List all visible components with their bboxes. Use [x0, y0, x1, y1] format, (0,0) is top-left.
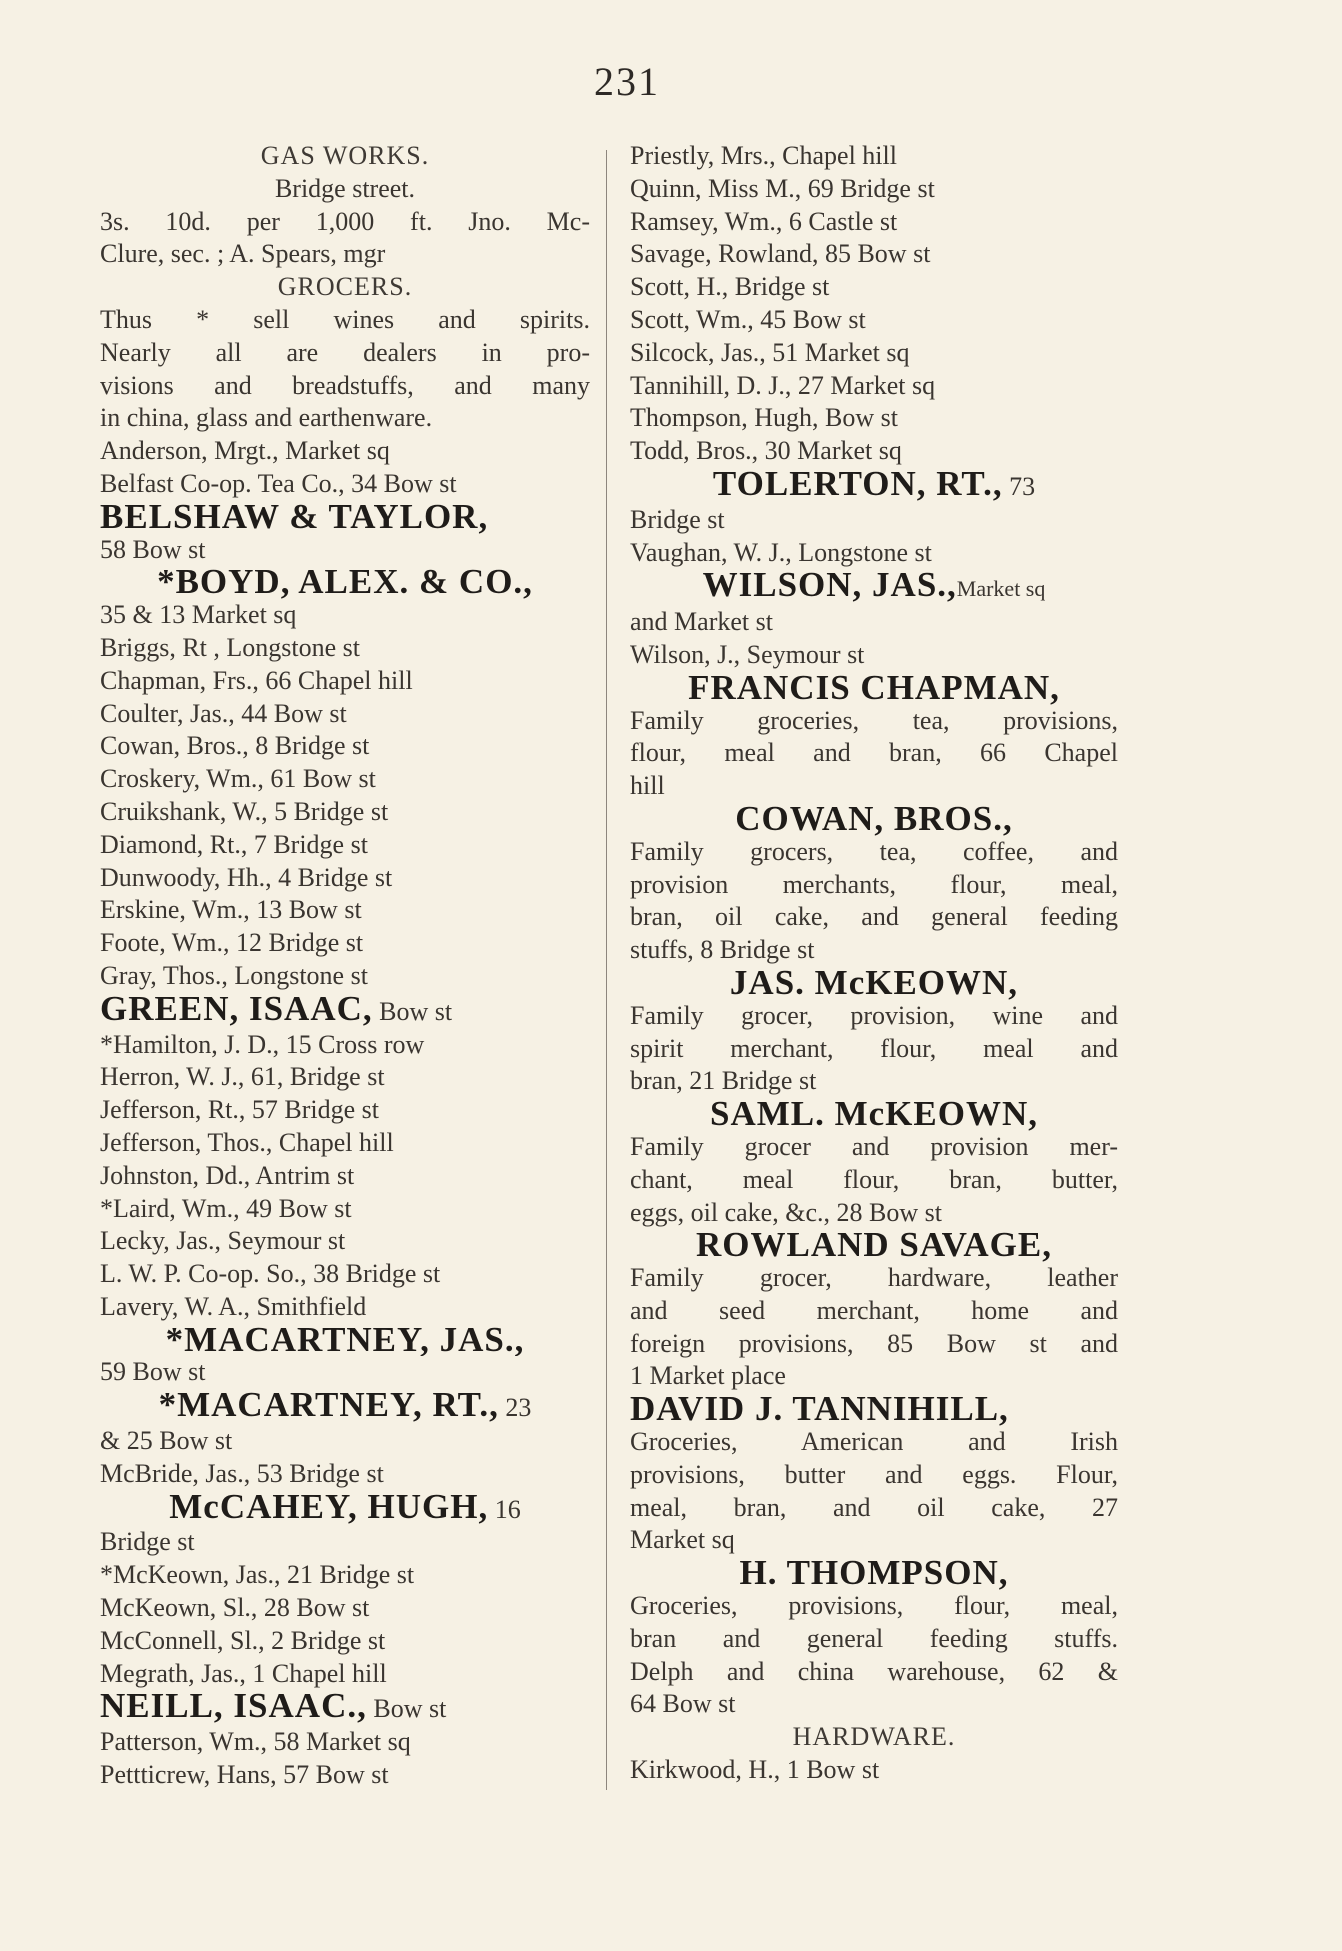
directory-line: Delph and china warehouse, 62 & — [630, 1656, 1118, 1686]
directory-line: *Hamilton, J. D., 15 Cross row — [100, 1029, 425, 1059]
directory-line: McKeown, Sl., 28 Bow st — [100, 1593, 370, 1623]
directory-line: Family groceries, tea, provisions, — [630, 705, 1118, 735]
right-column — [630, 140, 1118, 1787]
entry-name-bold: GREEN, ISAAC, — [100, 992, 373, 1028]
directory-line: visions and breadstuffs, and many — [100, 370, 590, 400]
directory-line: Chapman, Frs., 66 Chapel hill — [100, 665, 413, 695]
advertiser-name: JAS. McKEOWN, — [729, 966, 1019, 1000]
directory-line: Quinn, Miss M., 69 Bridge st — [630, 173, 935, 203]
entry-name-bold: McCAHEY, HUGH, — [169, 1490, 489, 1526]
directory-entry-featured — [100, 1491, 590, 1527]
entry-name-bold: *MACARTNEY, RT., — [158, 1389, 499, 1425]
directory-line: bran, oil cake, and general feeding — [630, 902, 1118, 932]
directory-line: 59 Bow st — [100, 1357, 206, 1387]
directory-line: Savage, Rowland, 85 Bow st — [630, 239, 931, 269]
directory-line: Thus * sell wines and spirits. — [100, 304, 590, 334]
directory-line: McConnell, Sl., 2 Bridge st — [100, 1625, 386, 1655]
directory-line: stuffs, 8 Bridge st — [630, 935, 815, 965]
directory-line: Coulter, Jas., 44 Bow st — [100, 698, 347, 728]
column-divider — [606, 150, 607, 1790]
directory-line: Thompson, Hugh, Bow st — [630, 403, 898, 433]
entry-address: 16 — [488, 1494, 521, 1524]
section-heading: GAS WORKS. — [260, 141, 430, 170]
directory-line: Family grocer, provision, wine and — [630, 1000, 1118, 1030]
directory-line: eggs, oil cake, &c., 28 Bow st — [630, 1197, 942, 1227]
directory-line: 3s. 10d. per 1,000 ft. Jno. Mc- — [100, 206, 590, 236]
directory-line: Silcock, Jas., 51 Market sq — [630, 337, 910, 367]
directory-line: Pettticrew, Hans, 57 Bow st — [100, 1760, 389, 1790]
directory-line: Ramsey, Wm., 6 Castle st — [630, 206, 898, 236]
directory-line: & 25 Bow st — [100, 1426, 233, 1456]
directory-line: meal, bran, and oil cake, 27 — [630, 1492, 1118, 1522]
directory-line: Foote, Wm., 12 Bridge st — [100, 928, 364, 958]
directory-entry-featured — [630, 569, 1118, 606]
directory-line: Bridge street. — [274, 173, 416, 203]
advertiser-name: DAVID J. TANNIHILL, — [630, 1393, 1009, 1427]
directory-line: McBride, Jas., 53 Bridge st — [100, 1458, 384, 1488]
directory-line: *Laird, Wm., 49 Bow st — [100, 1193, 352, 1223]
directory-line: Groceries, American and Irish — [630, 1427, 1118, 1457]
advertiser-name: COWAN, BROS., — [735, 802, 1013, 836]
directory-line: Vaughan, W. J., Longstone st — [630, 537, 932, 567]
directory-line: Family grocers, tea, coffee, and — [630, 836, 1118, 866]
directory-line: Scott, H., Bridge st — [630, 272, 830, 302]
directory-line: Groceries, provisions, flour, meal, — [630, 1591, 1118, 1621]
section-heading: GROCERS. — [277, 272, 413, 302]
advertiser-name: *BOYD, ALEX. & CO., — [157, 566, 533, 600]
directory-entry-featured — [100, 993, 590, 1029]
advertiser-name: *MACARTNEY, JAS., — [165, 1323, 525, 1357]
directory-line: Cowan, Bros., 8 Bridge st — [100, 731, 370, 761]
directory-line: in china, glass and earthenware. — [100, 403, 433, 433]
entry-name-bold: WILSON, JAS., — [702, 569, 957, 605]
directory-line: Priestly, Mrs., Chapel hill — [630, 141, 897, 170]
directory-line: Lecky, Jas., Seymour st — [100, 1226, 346, 1256]
directory-line: and Market st — [630, 607, 773, 637]
directory-line: spirit merchant, flour, meal and — [630, 1033, 1118, 1063]
directory-line: Todd, Bros., 30 Market sq — [630, 436, 902, 466]
advertiser-name: FRANCIS CHAPMAN, — [688, 671, 1060, 705]
directory-line: Megrath, Jas., 1 Chapel hill — [100, 1658, 387, 1688]
page-number: 231 — [594, 59, 660, 104]
directory-line: 64 Bow st — [630, 1689, 736, 1719]
directory-line: Johnston, Dd., Antrim st — [100, 1160, 355, 1190]
directory-line: provision merchants, flour, meal, — [630, 869, 1118, 899]
directory-line: Erskine, Wm., 13 Bow st — [100, 895, 362, 925]
directory-line: foreign provisions, 85 Bow st and — [630, 1328, 1118, 1358]
directory-line: Jefferson, Rt., 57 Bridge st — [100, 1095, 379, 1125]
directory-line: Dunwoody, Hh., 4 Bridge st — [100, 862, 393, 892]
entry-name-bold: TOLERTON, RT., — [712, 467, 1003, 503]
directory-line: bran and general feeding stuffs. — [630, 1623, 1118, 1653]
directory-line: Family grocer and provision mer- — [630, 1131, 1118, 1161]
directory-line: Anderson, Mrgt., Market sq — [100, 436, 390, 466]
entry-address: Bow st — [366, 1694, 447, 1724]
directory-line: L. W. P. Co-op. So., 38 Bridge st — [100, 1259, 441, 1289]
advertiser-name: H. THOMPSON, — [739, 1557, 1009, 1591]
directory-line: Scott, Wm., 45 Bow st — [630, 304, 866, 334]
directory-line: 1 Market place — [630, 1361, 786, 1391]
directory-line: Herron, W. J., 61, Bridge st — [100, 1062, 385, 1092]
directory-line: hill — [630, 771, 665, 801]
directory-line: and seed merchant, home and — [630, 1295, 1118, 1325]
directory-line: Kirkwood, H., 1 Bow st — [630, 1755, 880, 1785]
directory-line: Briggs, Rt , Longstone st — [100, 632, 361, 662]
entry-address: 23 — [498, 1393, 532, 1423]
directory-line: 35 & 13 Market sq — [100, 600, 297, 630]
directory-line: Clure, sec. ; A. Spears, mgr — [100, 239, 386, 269]
directory-line: 58 Bow st — [100, 534, 206, 564]
entry-address: 73 — [1002, 471, 1036, 501]
directory-line: *McKeown, Jas., 21 Bridge st — [100, 1560, 415, 1590]
advertiser-name: BELSHAW & TAYLOR, — [100, 500, 489, 534]
directory-entry-featured — [100, 1690, 590, 1726]
directory-line: bran, 21 Bridge st — [630, 1066, 817, 1096]
directory-line: Nearly all are dealers in pro- — [100, 337, 590, 367]
entry-name-bold: NEILL, ISAAC., — [100, 1690, 367, 1726]
advertiser-name: ROWLAND SAVAGE, — [695, 1229, 1052, 1263]
directory-entry-featured — [100, 1389, 590, 1425]
directory-line: chant, meal flour, bran, butter, — [630, 1164, 1118, 1194]
directory-line: Bridge st — [630, 504, 725, 534]
directory-line: Market sq — [630, 1525, 735, 1555]
entry-address: Market sq — [956, 576, 1046, 602]
section-heading: HARDWARE. — [792, 1722, 956, 1752]
directory-line: flour, meal and bran, 66 Chapel — [630, 738, 1118, 768]
directory-line: Belfast Co-op. Tea Co., 34 Bow st — [100, 468, 457, 498]
entry-address: Bow st — [372, 996, 453, 1026]
left-column — [100, 140, 590, 1792]
directory-line: Jefferson, Thos., Chapel hill — [100, 1127, 394, 1157]
directory-line: Lavery, W. A., Smithfield — [100, 1291, 367, 1321]
directory-entry-featured — [630, 468, 1118, 504]
directory-line: provisions, butter and eggs. Flour, — [630, 1459, 1118, 1489]
directory-line: Bridge st — [100, 1527, 195, 1557]
directory-line: Wilson, J., Seymour st — [630, 639, 865, 669]
directory-line: Tannihill, D. J., 27 Market sq — [630, 370, 936, 400]
directory-line: Gray, Thos., Longstone st — [100, 960, 368, 990]
directory-line: Diamond, Rt., 7 Bridge st — [100, 829, 368, 859]
advertiser-name: SAML. McKEOWN, — [709, 1098, 1038, 1131]
directory-line: Family grocer, hardware, leather — [630, 1263, 1118, 1293]
directory-line: Patterson, Wm., 58 Market sq — [100, 1727, 411, 1757]
directory-line: Cruikshank, W., 5 Bridge st — [100, 796, 389, 826]
directory-line: Croskery, Wm., 61 Bow st — [100, 764, 376, 794]
